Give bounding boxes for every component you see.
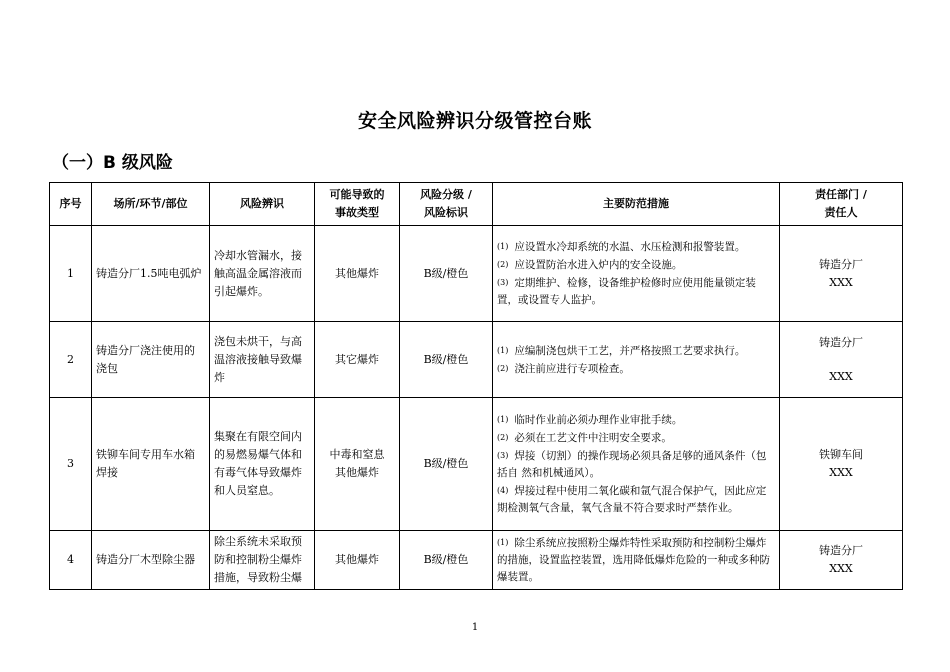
section-heading: （一）B 级风险 — [52, 153, 173, 173]
table-row — [50, 398, 903, 531]
cell-level: B级/橙色 — [400, 398, 493, 531]
measure-item — [497, 342, 775, 360]
measure-text: 临时作业前必须办理作业审批手续。 — [514, 414, 683, 426]
cell-risk: 冷却水管漏水，接触高温金属溶液而引起爆炸。 — [210, 226, 315, 322]
header-level-line1: 风险分级 / — [420, 188, 472, 201]
measure-number: (2) — [497, 363, 509, 373]
measure-number: (2) — [497, 433, 509, 442]
cell-responsible — [780, 322, 903, 398]
risk-ledger-table — [49, 182, 903, 590]
table-row — [50, 531, 903, 590]
accident-type-1: 中毒和窒息 — [329, 448, 385, 461]
measure-number: (3) — [497, 278, 509, 287]
measure-item — [497, 256, 775, 274]
measure-item — [497, 447, 775, 482]
cell-seq: 3 — [50, 398, 92, 531]
measure-item — [497, 429, 775, 447]
measure-text: 应设置水冷却系统的水温、水压检测和报警装置。 — [514, 241, 746, 253]
cell-level: B级/橙色 — [400, 322, 493, 398]
responsible-dept: 铁铆车间 — [819, 448, 863, 461]
header-measures: 主要防范措施 — [493, 183, 780, 226]
cell-risk: 浇包未烘干，与高温溶液接触导致爆炸 — [210, 322, 315, 398]
cell-responsible — [780, 531, 903, 590]
header-seq: 序号 — [50, 183, 92, 226]
responsible-dept: 铸造分厂 — [819, 544, 863, 557]
measure-text: 除尘系统应按照粉尘爆炸特性采取预防和控制粉尘爆炸的措施，设置监控装置，选用降低爆炸危险的一种或多种防爆装置。 — [497, 537, 770, 583]
cell-measures — [493, 226, 780, 322]
cell-place: 铸造分厂1.5吨电弧炉 — [92, 226, 210, 322]
measure-text: 应编制浇包烘干工艺，并严格按照工艺要求执行。 — [514, 344, 746, 357]
measure-text: 浇注前应进行专项检查。 — [514, 362, 630, 375]
cell-measures — [493, 322, 780, 398]
responsible-dept: 铸造分厂 — [819, 335, 863, 349]
header-accident-line2: 事故类型 — [335, 206, 379, 219]
measure-text: 焊接（切割）的操作现场必须具备足够的通风条件（包括自 然和机械通风）。 — [497, 450, 767, 479]
cell-responsible — [780, 398, 903, 531]
cell-risk: 除尘系统未采取预防和控制粉尘爆炸措施，导致粉尘爆 — [210, 531, 315, 590]
cell-level: B级/橙色 — [400, 226, 493, 322]
responsible-person: XXX — [829, 562, 853, 575]
accident-type-2: 其他爆炸 — [335, 466, 379, 479]
cell-seq: 2 — [50, 322, 92, 398]
cell-place: 铁铆车间专用车水箱焊接 — [92, 398, 210, 531]
cell-place: 铸造分厂浇注使用的浇包 — [92, 322, 210, 398]
cell-accident: 其它爆炸 — [315, 322, 400, 398]
responsible-person: XXX — [829, 275, 853, 289]
header-level-line2: 风险标识 — [424, 206, 468, 219]
cell-seq: 4 — [50, 531, 92, 590]
cell-responsible — [780, 226, 903, 322]
header-resp-line1: 责任部门 / — [815, 188, 867, 201]
measure-number: (1) — [497, 538, 509, 547]
page-number: 1 — [471, 622, 479, 633]
responsible-dept: 铸造分厂 — [819, 257, 863, 271]
header-accident — [315, 183, 400, 226]
measure-item — [497, 360, 775, 378]
cell-risk: 集聚在有限空间内的易燃易爆气体和有毒气体导致爆炸和人员窒息。 — [210, 398, 315, 531]
header-accident-line1: 可能导致的 — [329, 188, 385, 201]
measure-number: (1) — [497, 242, 509, 251]
cell-place: 铸造分厂木型除尘器 — [92, 531, 210, 590]
measure-item — [497, 482, 775, 517]
table-row — [50, 322, 903, 398]
cell-accident: 其他爆炸 — [315, 226, 400, 322]
cell-accident — [315, 398, 400, 531]
measure-text: 必须在工艺文件中注明安全要求。 — [514, 432, 672, 444]
measure-number: (4) — [497, 486, 509, 495]
measure-number: (1) — [497, 415, 509, 424]
header-resp — [780, 183, 903, 226]
cell-measures — [493, 531, 780, 590]
document-title: 安全风险辨识分级管控台账 — [357, 110, 592, 132]
header-risk: 风险辨识 — [210, 183, 315, 226]
header-resp-line2: 责任人 — [824, 206, 858, 219]
header-level — [400, 183, 493, 226]
measure-item — [497, 534, 775, 586]
measure-text: 焊接过程中使用二氧化碳和氩气混合保护气，因此应定期检测氧气含量，氧气含量不符合要求时严禁作业。 — [497, 485, 767, 514]
measure-number: (3) — [497, 451, 509, 460]
measure-number: (2) — [497, 260, 509, 269]
measure-text: 定期维护、检修，设备维护检修时应使用能量锁定装置，或设置专人监护。 — [497, 277, 756, 306]
responsible-person: XXX — [829, 466, 853, 479]
measure-item — [497, 411, 775, 429]
measure-number: (1) — [497, 345, 509, 355]
responsible-person: XXX — [829, 369, 853, 383]
cell-seq: 1 — [50, 226, 92, 322]
cell-measures — [493, 398, 780, 531]
measure-item — [497, 274, 775, 309]
measure-text: 应设置防治水进入炉内的安全设施。 — [514, 259, 683, 271]
header-place: 场所/环节/部位 — [92, 183, 210, 226]
cell-level: B级/橙色 — [400, 531, 493, 590]
table-row — [50, 226, 903, 322]
table-header-row — [50, 183, 903, 226]
cell-accident: 其他爆炸 — [315, 531, 400, 590]
measure-item — [497, 238, 775, 256]
